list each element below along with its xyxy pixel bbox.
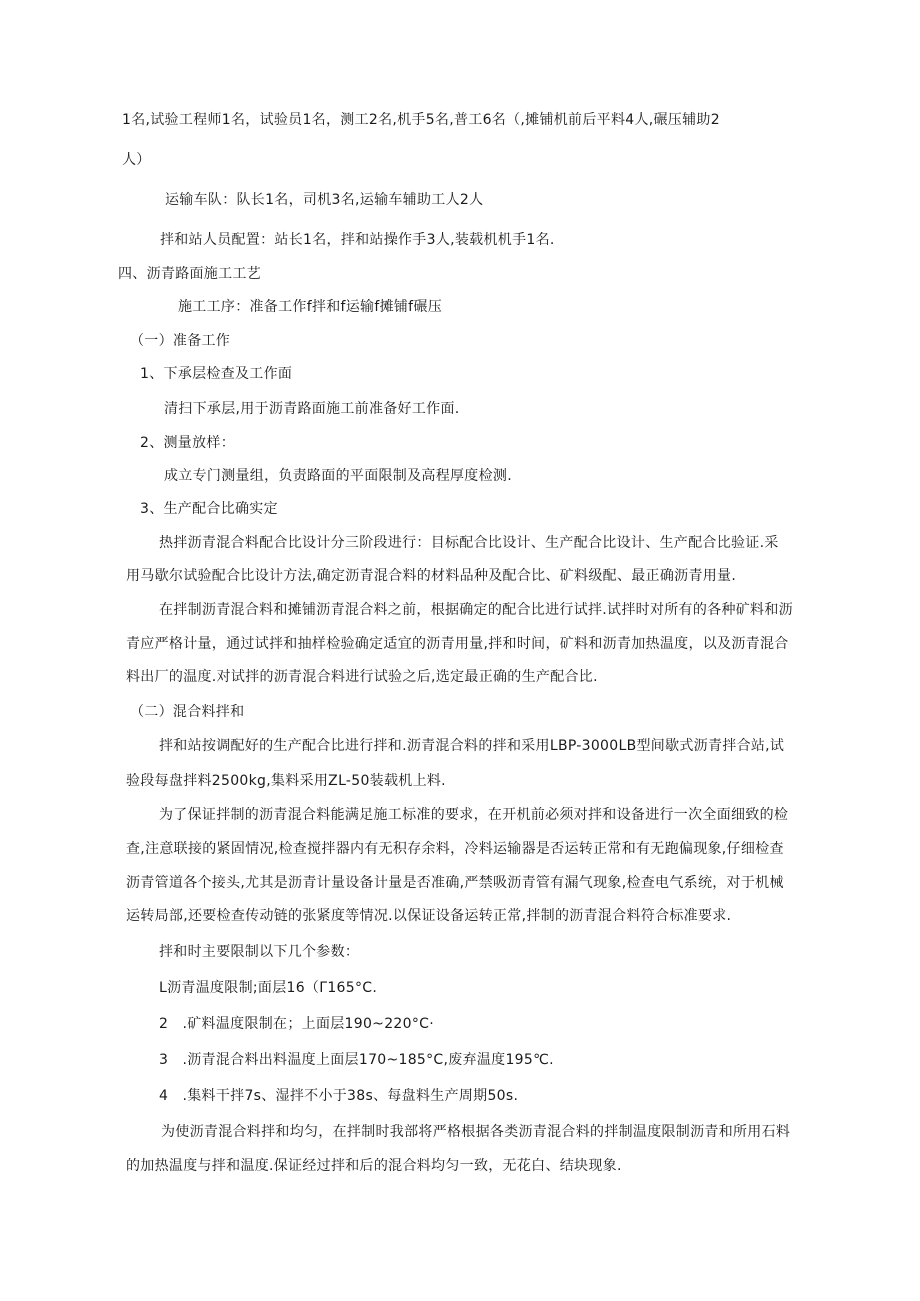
text-line-11: 成立专门测量组，负责路面的平面限制及高程厚度检测. (164, 468, 512, 484)
text-line-31: 的加热温度与拌和温度.保证经过拌和后的混合料均匀一致，无花白、结块现象. (126, 1158, 622, 1174)
text-line-13: 热拌沥青混合料配合比设计分三阶段进行：目标配合比设计、生产配合比设计、生产配合比验证.采 (159, 535, 779, 551)
text-line-15: 在拌制沥青混合料和摊铺沥青混合料之前，根据确定的配合比进行试拌.试拌时对所有的各种矿料和沥 (159, 602, 793, 618)
text-line-14: 用马歇尔试验配合比设计方法,确定沥青混合料的材料品种及配合比、矿料级配、最正确沥青用量. (126, 568, 737, 584)
text-line-19: 拌和站按调配好的生产配合比进行拌和.沥青混合料的拌和采用LBP-3000LB型间歇式沥青拌合站,试 (159, 738, 785, 754)
subsection-heading-1: （一）准备工作 (130, 333, 231, 349)
list-item-1: L沥青温度限制;面层16（Γ165°C. (159, 980, 378, 996)
item-heading-1: 1、下承层检查及工作面 (140, 366, 293, 382)
section-heading-4: 四、沥青路面施工工艺 (118, 266, 261, 282)
text-line-20: 验段每盘拌料2500kg,集料采用ZL-50装载机上料. (126, 773, 446, 789)
list-item-3: 3 .沥青混合料出料温度上面层170~185°C,废弃温度195℃. (159, 1052, 554, 1068)
list-item-4: 4 .集料干拌7s、湿拌不小于38s、每盘料生产周期50s. (159, 1088, 519, 1104)
text-line-17: 料出厂的温度.对试拌的沥青混合料进行试验之后,选定最正确的生产配合比. (126, 669, 598, 685)
text-line-4: 拌和站人员配置：站长1名，拌和站操作手3人,装载机机手1名. (160, 232, 555, 248)
text-line-21: 为了保证拌制的沥青混合料能满足施工标准的要求，在开机前必须对拌和设备进行一次全面细致的检 (159, 807, 789, 823)
text-line-25: 拌和时主要限制以下几个参数： (159, 944, 360, 960)
item-heading-2: 2、测量放样： (140, 435, 236, 451)
text-line-24: 运转局部,还要检查传动链的张紧度等情况.以保证设备运转正常,拌制的沥青混合料符合标准要求. (126, 908, 732, 924)
subsection-heading-2: （二）混合料拌和 (130, 704, 245, 720)
text-line-16: 青应严格计量，通过试拌和抽样检验确定适宜的沥青用量,拌和时间，矿料和沥青加热温度，以及沥青混合 (126, 636, 789, 652)
text-line-9: 清扫下承层,用于沥青路面施工前准备好工作面. (164, 401, 460, 417)
text-line-2: 人） (122, 152, 151, 168)
text-line-30: 为使沥青混合料拌和均匀，在拌制时我部将严格根据各类沥青混合料的拌制温度限制沥青和所用石料 (161, 1124, 791, 1140)
text-line-3: 运输车队：队长1名，司机3名,运输车辅助工人2人 (165, 192, 484, 208)
text-line-22: 查,注意联接的紧固情况,检查搅拌器内有无积存余料，冷料运输器是否运转正常和有无跑偏现象,仔细检查 (126, 841, 784, 857)
text-line-6: 施工工序：准备工作f拌和f运输f摊铺f碾压 (178, 299, 443, 315)
text-line-1: 1名,试验工程师1名，试验员1名，测工2名,机手5名,普工6名（,摊铺机前后平料4人,碾压辅助2 (122, 112, 720, 128)
list-item-2: 2 .矿料温度限制在；上面层190~220°C· (159, 1016, 434, 1032)
text-line-23: 沥青管道各个接头,尤其是沥青计量设备计量是否准确,严禁吸沥青管有漏气现象,检查电气系统，对于机械 (126, 875, 784, 891)
item-heading-3: 3、生产配合比确实定 (140, 501, 278, 517)
